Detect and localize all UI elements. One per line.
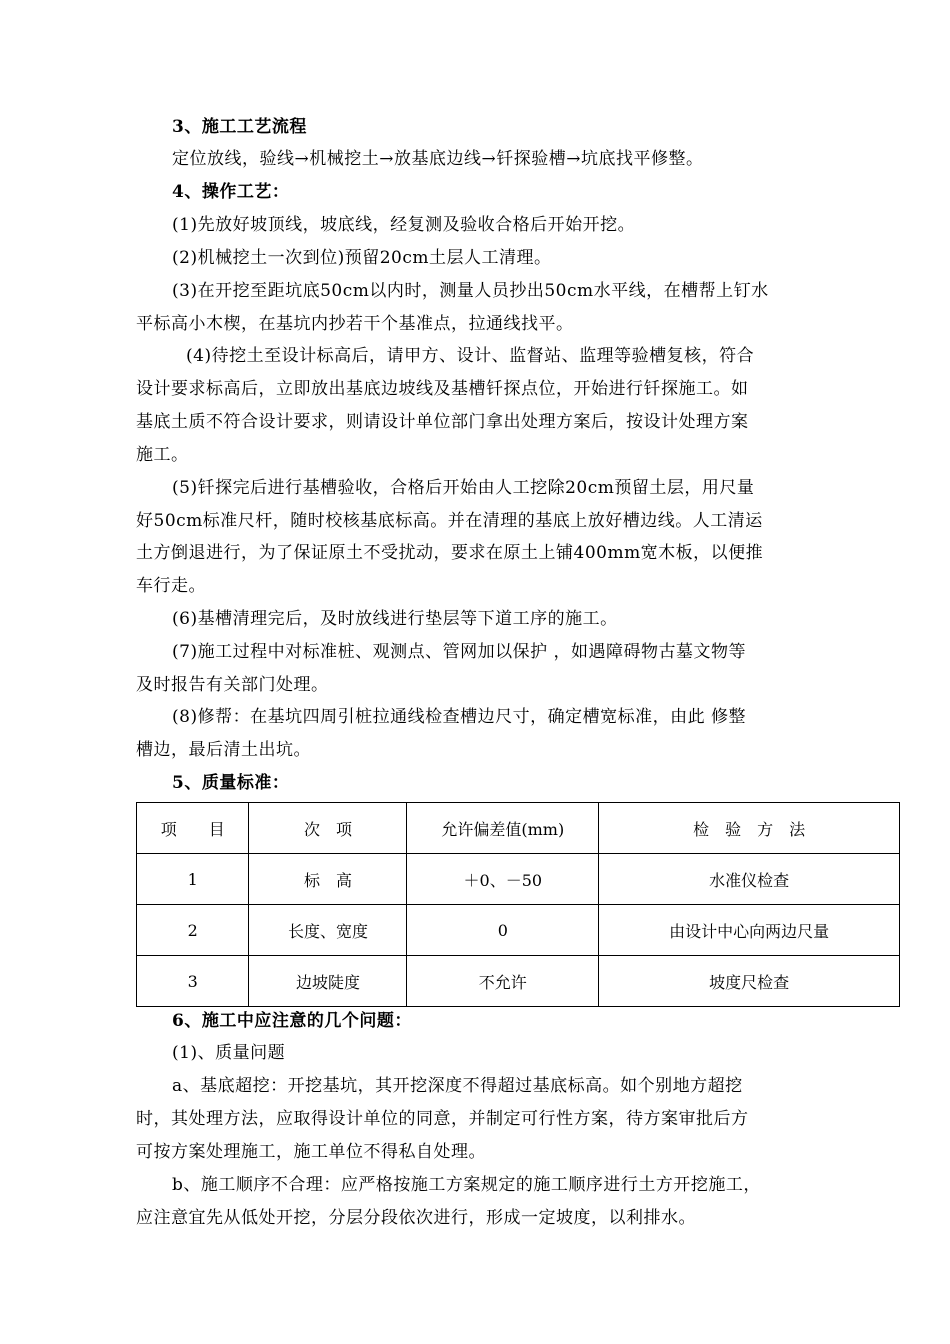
table-cell: ＋0、－50 [407,854,599,905]
step-5-line-1: (5)钎探完后进行基槽验收，合格后开始由人工挖除20cm预留土层，用尺量 [172,478,755,498]
table-header-row [137,803,900,854]
header-tolerance: 允许偏差值(mm) [407,803,599,854]
header-sub-item: 次 项 [249,803,407,854]
issue-a-line-2: 时，其处理方法，应取得设计单位的同意，并制定可行性方案，待方案审批后方 [136,1109,749,1129]
step-2: (2)机械挖土一次到位)预留20cm土层人工清理。 [172,248,552,268]
table-cell: 边坡陡度 [249,956,407,1007]
table-cell: 3 [137,956,249,1007]
section-3-title: 3、施工工艺流程 [172,117,307,137]
issue-1-title: (1)、质量问题 [172,1043,286,1063]
step-8-line-2: 槽边，最后清土出坑。 [136,740,311,760]
step-5-line-2: 好50cm标准尺杆，随时校核基底标高。并在清理的基底上放好槽边线。人工清运 [136,511,763,531]
step-5-line-3: 土方倒退进行，为了保证原土不受扰动，要求在原土上铺400mm宽木板，以便推 [136,543,764,563]
issue-a-line-1: a、基底超挖：开挖基坑，其开挖深度不得超过基底标高。如个别地方超挖 [172,1076,743,1096]
step-6: (6)基槽清理完后，及时放线进行垫层等下道工序的施工。 [172,609,618,629]
table-row [137,905,900,956]
table-cell: 2 [137,905,249,956]
step-4-line-1: (4)待挖土至设计标高后，请甲方、设计、监督站、监理等验槽复核，符合 [186,346,755,366]
header-method: 检 验 方 法 [599,803,900,854]
issue-a-line-3: 可按方案处理施工，施工单位不得私自处理。 [136,1142,486,1162]
section-5-title: 5、质量标准： [172,773,290,793]
table-cell: 不允许 [407,956,599,1007]
table-cell: 0 [407,905,599,956]
header-item: 项 目 [137,803,249,854]
step-3-line-1: (3)在开挖至距坑底50cm以内时，测量人员抄出50cm水平线，在槽帮上钉水 [172,281,769,301]
table-cell: 1 [137,854,249,905]
table-cell: 水准仪检查 [599,854,900,905]
step-4-line-2: 设计要求标高后，立即放出基底边坡线及基槽钎探点位，开始进行钎探施工。如 [136,379,749,399]
table-row [137,956,900,1007]
section-3-flow: 定位放线，验线→机械挖土→放基底边线→钎探验槽→坑底找平修整。 [172,149,704,169]
step-5-line-4: 车行走。 [136,576,206,596]
issue-b-line-2: 应注意宜先从低处开挖，分层分段依次进行，形成一定坡度，以利排水。 [136,1208,696,1228]
step-4-line-3: 基底土质不符合设计要求，则请设计单位部门拿出处理方案后，按设计处理方案 [136,412,749,432]
issue-b-line-1: b、施工顺序不合理：应严格按施工方案规定的施工顺序进行土方开挖施工， [172,1175,761,1195]
table-cell: 标 高 [249,854,407,905]
step-3-line-2: 平标高小木楔，在基坑内抄若干个基准点，拉通线找平。 [136,314,574,334]
table-row [137,854,900,905]
step-7-line-1: (7)施工过程中对标准桩、观测点、管网加以保护 ，如遇障碍物古墓文物等 [172,642,746,662]
table-cell: 坡度尺检查 [599,956,900,1007]
step-4-line-4: 施工。 [136,445,189,465]
step-1: (1)先放好坡顶线，坡底线，经复测及验收合格后开始开挖。 [172,215,636,235]
step-7-line-2: 及时报告有关部门处理。 [136,675,329,695]
quality-standard-table [136,802,900,1007]
step-8-line-1: (8)修帮：在基坑四周引桩拉通线检查槽边尺寸，确定槽宽标准，由此 修整 [172,707,746,727]
table-cell: 由设计中心向两边尺量 [599,905,900,956]
table-cell: 长度、宽度 [249,905,407,956]
section-4-title: 4、操作工艺： [172,182,290,202]
section-6-title: 6、施工中应注意的几个问题： [172,1011,412,1031]
